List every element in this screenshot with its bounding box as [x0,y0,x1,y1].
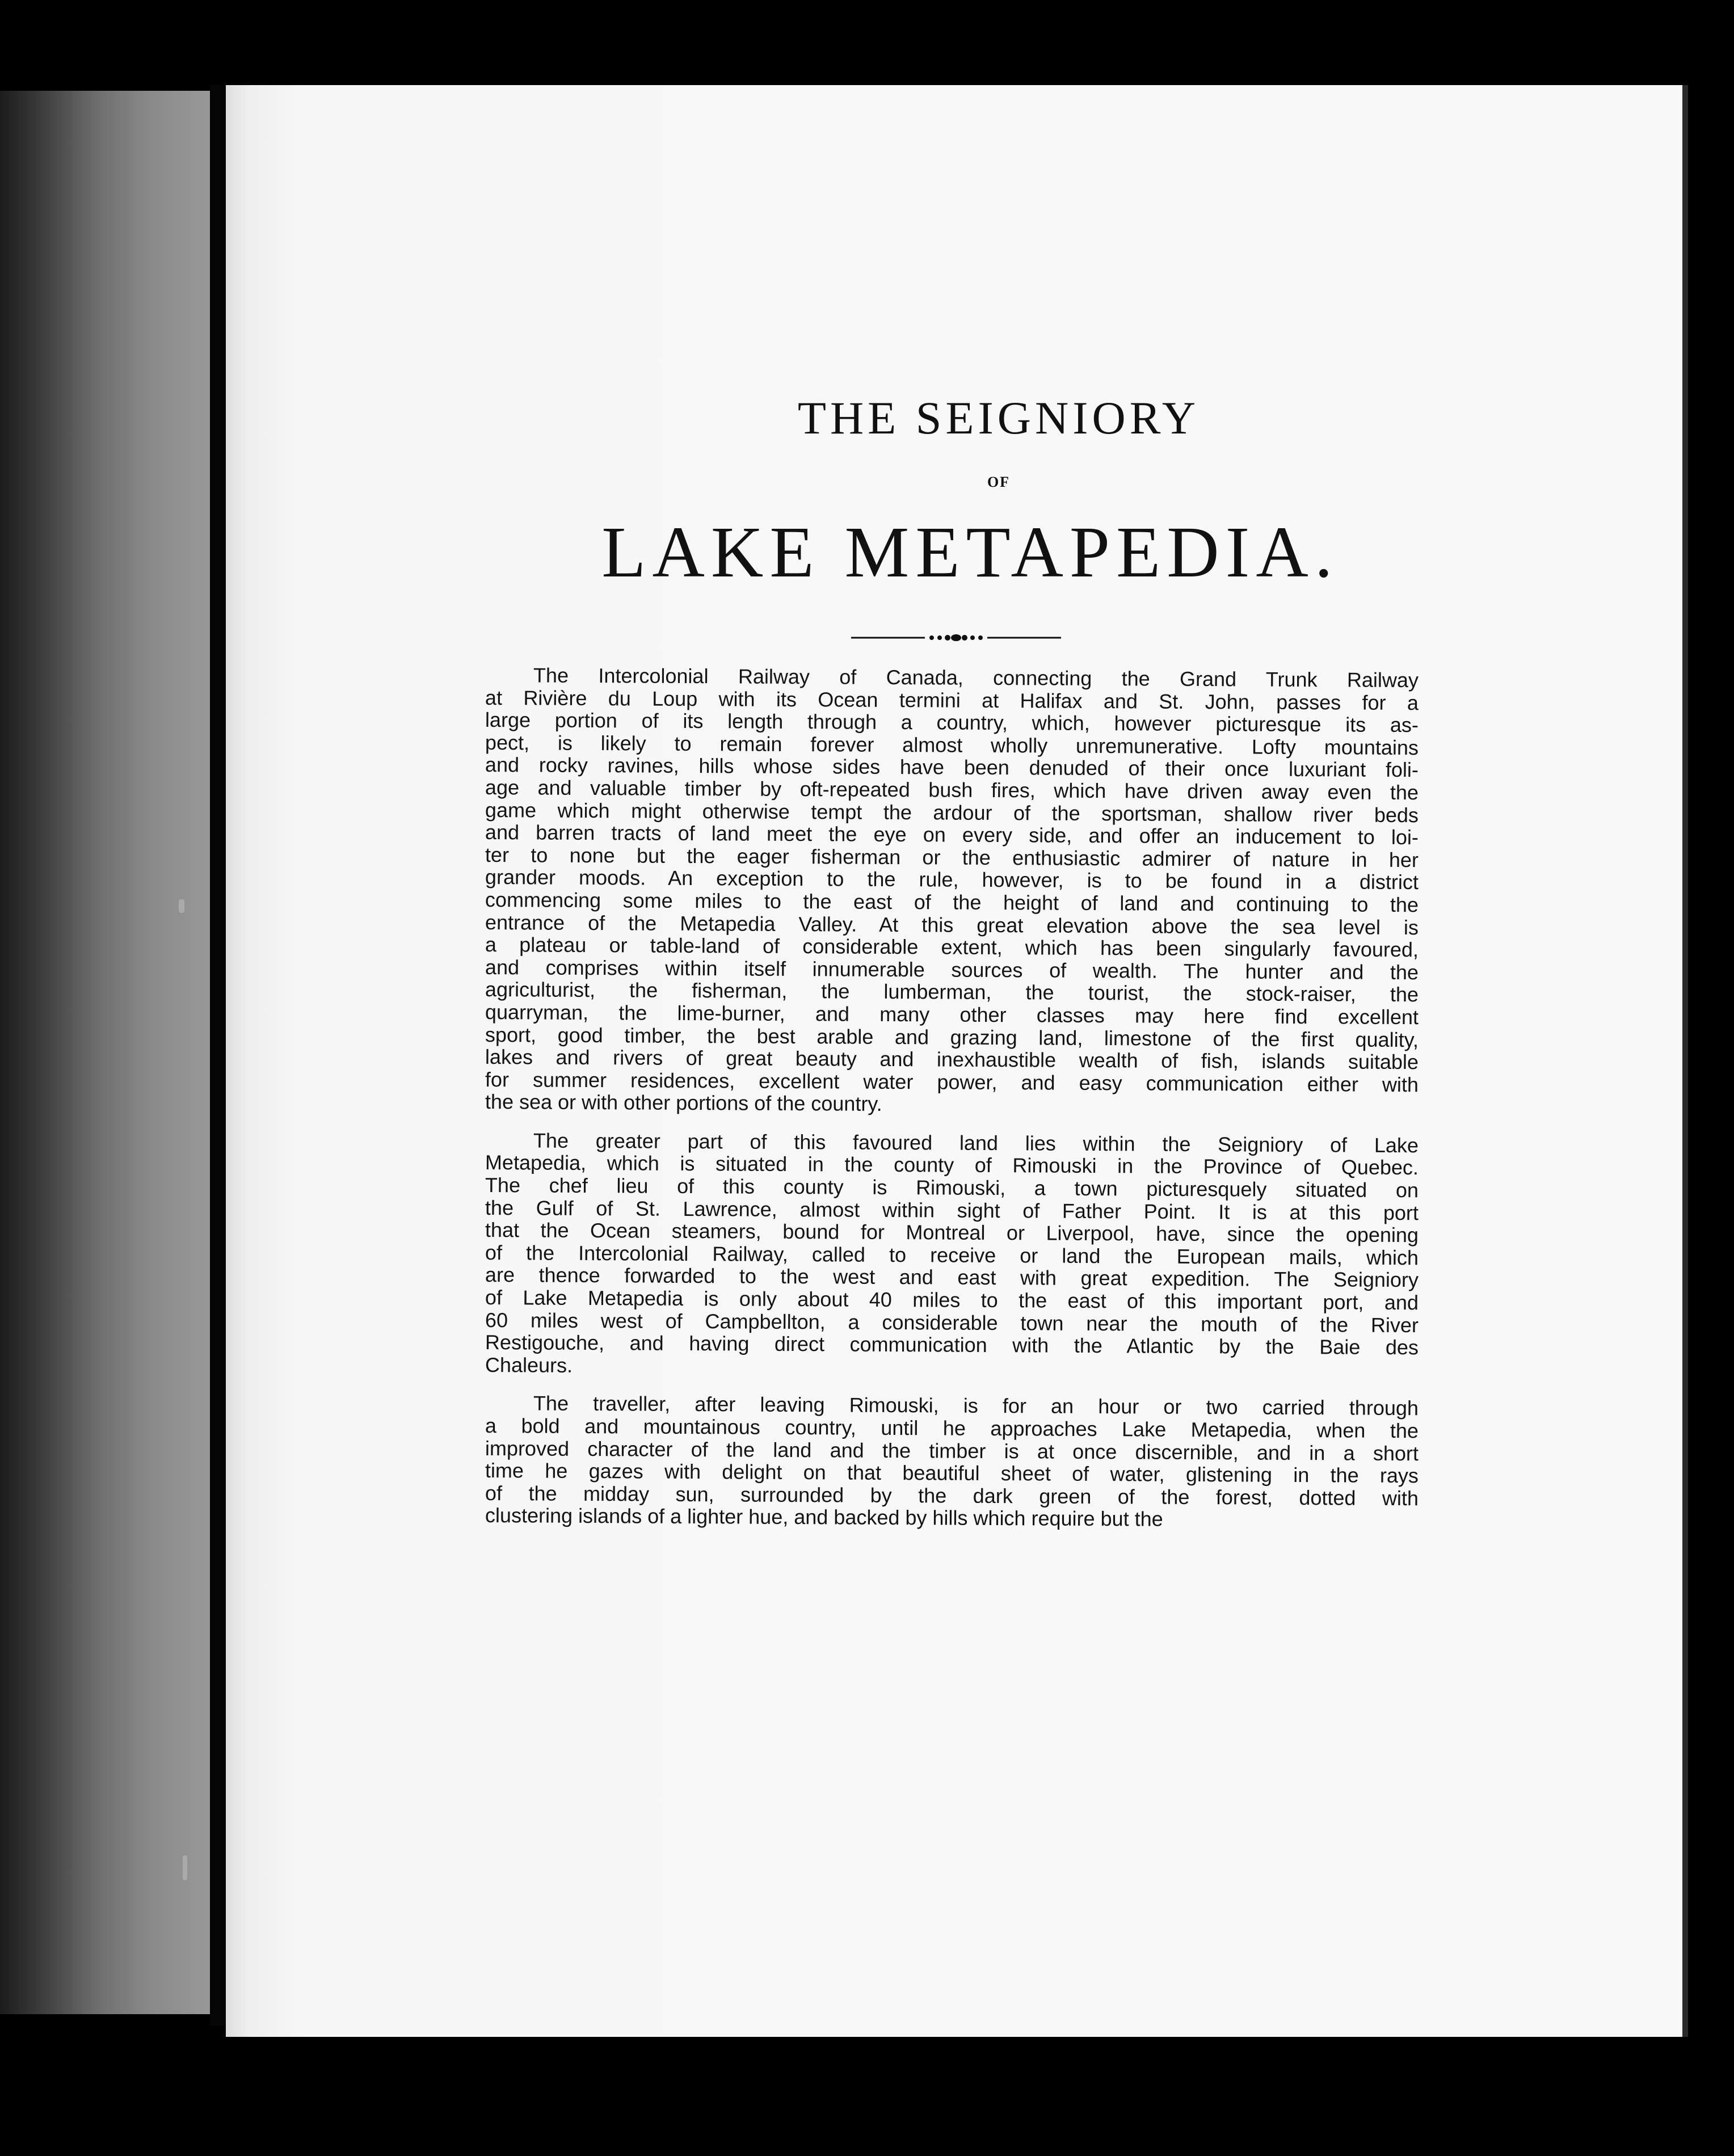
text-line: are thence forwarded to the west and east with great expedition. The Seigniory [485,1263,1419,1292]
text-line: lakes and rivers of great beauty and inexhaustible wealth of fish, islands suitable [485,1045,1419,1074]
text-line: Metapedia, which is situated in the county of Rimouski in the Province of Quebec. [485,1151,1419,1180]
body-text [485,663,1419,1531]
title-connector: OF [987,474,1011,490]
text-line: that the Ocean steamers, bound for Montreal or Liverpool, have, since the opening [485,1218,1419,1247]
scan-speck [179,899,184,913]
text-line: of the midday sun, surrounded by the dark green of the forest, dotted with [485,1481,1419,1510]
text-line: The traveller, after leaving Rimouski, is for an hour or two carried through [533,1391,1419,1420]
text-line: The chef lieu of this county is Rimouski, a town picturesquely situated on [485,1173,1419,1202]
text-line: Restigouche, and having direct communication with the Atlantic by the Baie des [485,1330,1419,1359]
text-line: for summer residences, excellent water power, and easy communication either with [485,1067,1419,1096]
text-line: ter to none but the eager fisherman or the enthusiastic admirer of nature in her [485,843,1419,871]
paragraph-3 [485,1391,1419,1531]
text-line: of Lake Metapedia is only about 40 miles to the east of this important port, and [485,1286,1419,1315]
title-line-2: LAKE METAPEDIA. [601,512,1339,592]
text-line: at Rivière du Loup with its Ocean termini at Halifax and St. John, passes for a [485,685,1419,714]
text-line: and comprises within itself innumerable sources of wealth. The hunter and the [485,955,1419,984]
text-line: the sea or with other portions of the country. [485,1090,882,1116]
scan-speck [183,1855,187,1880]
text-line: a bold and mountainous country, until he approaches Lake Metapedia, when the [485,1414,1419,1443]
text-line: commencing some miles to the east of the height of land and continuing to the [485,887,1419,917]
text-line: sport, good timber, the best arable and grazing land, limestone of the first quality, [485,1022,1419,1051]
text-line: clustering islands of a lighter hue, and backed by hills which require but the [485,1504,1163,1531]
text-line: and rocky ravines, hills whose sides have been denuded of their once luxuriant foli- [485,753,1419,782]
page-gutter-edge [210,85,226,2026]
text-line: of the Intercolonial Railway, called to receive or land the European mails, which [485,1240,1419,1270]
text-line: agriculturist, the fisherman, the lumberman, the tourist, the stock-raiser, the [485,978,1419,1007]
text-line: large portion of its length through a country, which, however picturesque its as- [485,708,1419,737]
text-line: grander moods. An exception to the rule, however, is to be found in a district [485,865,1419,894]
text-line: The Intercolonial Railway of Canada, connecting the Grand Trunk Railway [533,663,1419,692]
title-line-1: THE SEIGNIORY [797,392,1200,444]
text-line: improved character of the land and the timber is at once discernible, and in a short [485,1436,1419,1465]
text-line: quarryman, the lime-burner, and many other classes may here find excellent [485,1000,1419,1029]
text-line: 60 miles west of Campbellton, a considerable town near the mouth of the River [485,1308,1419,1337]
text-line: a plateau or table-land of considerable extent, which has been singularly favoured, [485,933,1419,962]
paragraph-1 [485,663,1419,1116]
text-line: time he gazes with delight on that beautiful sheet of water, glistening in the rays [485,1459,1419,1488]
text-line: age and valuable timber by oft-repeated bush fires, which have driven away even the [485,775,1419,805]
text-line: entrance of the Metapedia Valley. At this great elevation above the sea level is [485,910,1419,939]
text-line: pect, is likely to remain forever almost wholly unremunerative. Lofty mountains [485,730,1419,759]
text-line: Chaleurs. [485,1353,573,1377]
text-line: the Gulf of St. Lawrence, almost within sight of Father Point. It is at this port [485,1195,1419,1224]
paragraph-2 [485,1129,1419,1376]
text-line: game which might otherwise tempt the ardour of the sportsman, shallow river beds [485,798,1419,827]
page-right-edge [1682,85,1688,2037]
book-spine-shadow [0,91,216,2014]
ornamental-divider [851,633,1061,643]
text-line: and barren tracts of land meet the eye on every side, and offer an inducement to loi- [485,820,1419,849]
text-line: The greater part of this favoured land lies within the Seigniory of Lake [533,1128,1419,1157]
